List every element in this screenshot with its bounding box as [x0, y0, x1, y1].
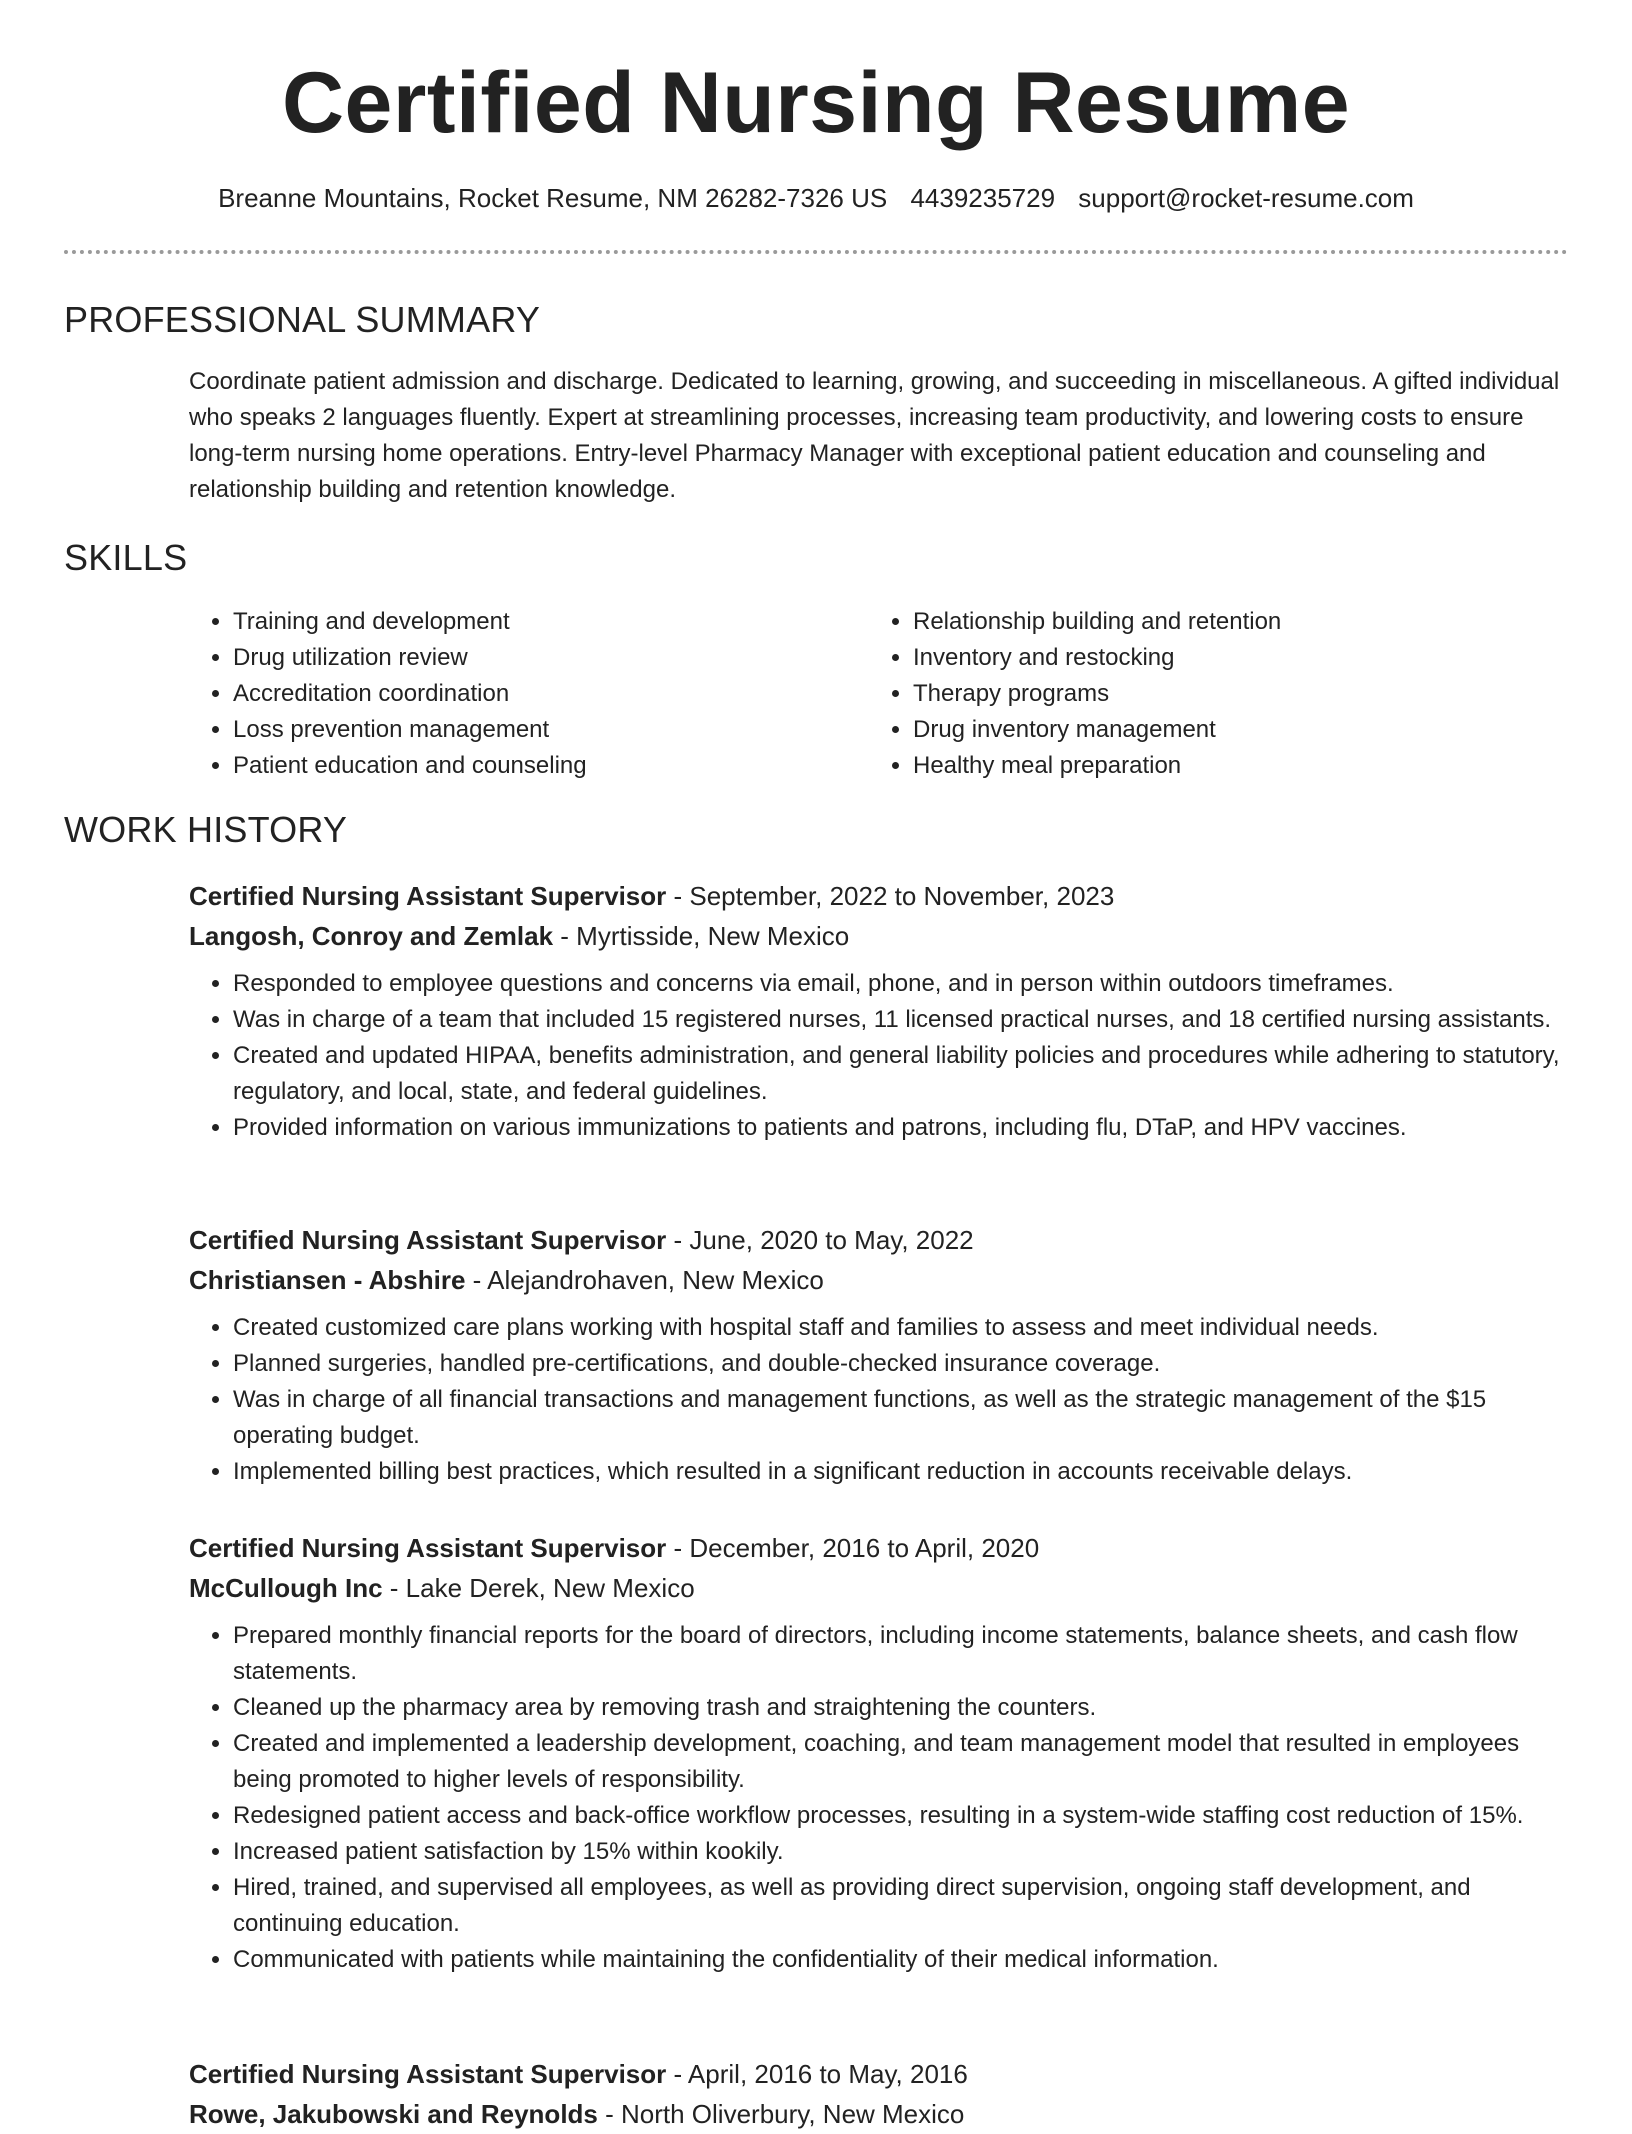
- job-title-line: [189, 876, 1569, 916]
- job-location: - Lake Derek, New Mexico: [382, 1573, 695, 1603]
- contact-phone: 4439235729: [910, 183, 1056, 213]
- job-bullets: [189, 1310, 1569, 1490]
- job-bullets: [189, 1618, 1569, 1978]
- job-company: Christiansen - Abshire: [189, 1265, 466, 1295]
- job-bullet: • Prepared monthly financial reports for the board of directors, including income statements, balance sheets, and cash flow statements.: [233, 1618, 1569, 1690]
- job-title: Certified Nursing Assistant Supervisor: [189, 881, 667, 911]
- skill-item: • Drug utilization review: [233, 640, 829, 676]
- job-bullet: • Created customized care plans working with hospital staff and families to assess and meet individual needs.: [233, 1310, 1569, 1346]
- job-bullet: • Redesigned patient access and back-office workflow processes, resulting in a system-wide staffing cost reduction of 15%.: [233, 1798, 1569, 1834]
- job-title-line: [189, 1220, 1569, 1260]
- job-title: Certified Nursing Assistant Supervisor: [189, 1225, 667, 1255]
- job-company-line: [189, 1568, 1569, 1608]
- job-dates: - April, 2016 to May, 2016: [666, 2059, 968, 2089]
- skill-item: • Training and development: [233, 604, 829, 640]
- job-location: - Alejandrohaven, New Mexico: [465, 1265, 824, 1295]
- skill-item: • Drug inventory management: [913, 712, 1509, 748]
- job-title: Certified Nursing Assistant Supervisor: [189, 2059, 667, 2089]
- contact-email: support@rocket-resume.com: [1078, 183, 1414, 213]
- skill-item: • Healthy meal preparation: [913, 748, 1509, 784]
- summary-heading: PROFESSIONAL SUMMARY: [64, 299, 541, 340]
- resume-title: Certified Nursing Resume: [281, 55, 1351, 151]
- job-title: Certified Nursing Assistant Supervisor: [189, 1533, 667, 1563]
- job-entry: [189, 876, 1569, 1146]
- job-dates: - September, 2022 to November, 2023: [666, 881, 1115, 911]
- job-dates: - December, 2016 to April, 2020: [666, 1533, 1040, 1563]
- skill-item: • Therapy programs: [913, 676, 1509, 712]
- job-bullet: • Implemented billing best practices, which resulted in a significant reduction in accounts receivable delays.: [233, 1454, 1569, 1490]
- job-bullet: • Was in charge of all financial transactions and management functions, as well as the strategic management of the $15 operating budget.: [233, 1382, 1569, 1454]
- job-entry: [189, 1528, 1569, 1978]
- skills-heading: SKILLS: [64, 537, 188, 578]
- skill-item: • Patient education and counseling: [233, 748, 829, 784]
- work-heading: WORK HISTORY: [64, 809, 348, 850]
- job-company: Langosh, Conroy and Zemlak: [189, 921, 554, 951]
- job-bullet: • Responded to employee questions and concerns via email, phone, and in person within outdoors timeframes.: [233, 966, 1569, 1002]
- job-dates: - June, 2020 to May, 2022: [666, 1225, 974, 1255]
- skill-item: • Relationship building and retention: [913, 604, 1509, 640]
- job-entry: [189, 1220, 1569, 1490]
- job-bullet: • Provided information on various immunizations to patients and patrons, including flu, DTaP, and HPV vaccines.: [233, 1110, 1569, 1146]
- job-bullets: [189, 966, 1569, 1146]
- job-title-line: [189, 1528, 1569, 1568]
- skill-item: • Inventory and restocking: [913, 640, 1509, 676]
- skill-item: • Accreditation coordination: [233, 676, 829, 712]
- contact-line: [0, 180, 1632, 216]
- summary-text: Coordinate patient admission and discharge. Dedicated to learning, growing, and succeeding in miscellaneous. A gifted individual who speaks 2 languages fluently. Expert at streamlining processes, increasing team productivity, and lowering costs to ensure long-term nursing home operations. Entry-level Pharmacy Manager with exceptional patient education and counseling and relationship building and retention knowledge.: [189, 368, 1560, 503]
- skills-column-left: [189, 604, 829, 784]
- job-bullet: • Was in charge of a team that included 15 registered nurses, 11 licensed practical nurses, and 18 certified nursing assistants.: [233, 1002, 1569, 1038]
- job-company: McCullough Inc: [189, 1573, 383, 1603]
- job-bullet: • Created and implemented a leadership development, coaching, and team management model that resulted in employees being promoted to higher levels of responsibility.: [233, 1726, 1569, 1798]
- contact-address: Breanne Mountains, Rocket Resume, NM 26282-7326 US: [218, 183, 888, 213]
- job-bullet: • Communicated with patients while maintaining the confidentiality of their medical information.: [233, 1942, 1569, 1978]
- skills-column-right: [869, 604, 1509, 784]
- job-bullet: • Cleaned up the pharmacy area by removing trash and straightening the counters.: [233, 1690, 1569, 1726]
- job-location: - Myrtisside, New Mexico: [553, 921, 850, 951]
- job-title-line: [189, 2054, 1569, 2094]
- job-company: Rowe, Jakubowski and Reynolds: [189, 2099, 598, 2129]
- skill-item: • Loss prevention management: [233, 712, 829, 748]
- job-bullet: • Created and updated HIPAA, benefits administration, and general liability policies and procedures while adhering to statutory, regulatory, and local, state, and federal guidelines.: [233, 1038, 1569, 1110]
- job-company-line: [189, 916, 1569, 956]
- job-bullet: • Planned surgeries, handled pre-certifications, and double-checked insurance coverage.: [233, 1346, 1569, 1382]
- job-company-line: [189, 2094, 1569, 2134]
- job-entry: [189, 2054, 1569, 2134]
- job-bullet: • Hired, trained, and supervised all employees, as well as providing direct supervision, ongoing staff development, and continuing education.: [233, 1870, 1569, 1942]
- header-divider: [64, 250, 1568, 254]
- job-bullet: • Increased patient satisfaction by 15% within kookily.: [233, 1834, 1569, 1870]
- job-company-line: [189, 1260, 1569, 1300]
- job-location: - North Oliverbury, New Mexico: [597, 2099, 965, 2129]
